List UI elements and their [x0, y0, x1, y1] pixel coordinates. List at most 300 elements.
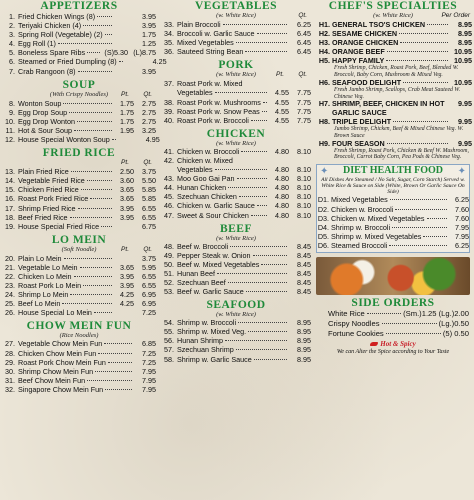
leader-dots	[239, 196, 267, 197]
item-name: ORANGE CHICKEN	[332, 38, 399, 48]
leader-dots	[367, 313, 401, 314]
item-number: D1.	[317, 195, 329, 205]
item-price: 7.75	[297, 97, 311, 107]
leader-dots	[238, 322, 287, 323]
item-price: 7.60	[455, 213, 469, 223]
item-price: 7.95	[455, 222, 469, 232]
item-number: 44.	[164, 183, 174, 193]
item-number: 9.	[9, 107, 15, 117]
item-price: 8.45	[297, 259, 311, 269]
leader-dots	[228, 282, 287, 283]
menu-item	[314, 20, 472, 29]
item-name: Egg Roll (1)	[18, 39, 56, 49]
item-number: 56.	[164, 336, 174, 346]
item-price: 7.60	[455, 204, 469, 214]
leader-dots	[225, 340, 287, 341]
lo-mein-subtitle: (Soft Noodle)	[61, 245, 97, 253]
item-name: Chicken w. Broccoli	[177, 146, 240, 156]
item-price: 9.95	[458, 117, 472, 126]
item-price: 8.45	[297, 287, 311, 297]
item-name: FOUR SEASON	[332, 138, 385, 148]
item-number: 12.	[5, 135, 15, 145]
column-right	[314, 0, 472, 500]
item-name: Sauteed String Bean	[177, 47, 244, 57]
item-price: (5) 0.50	[442, 328, 469, 338]
item-name: HAPPY FAMILY	[332, 56, 385, 66]
leader-dots	[230, 246, 287, 247]
item-price: 5.95	[142, 262, 156, 272]
item-name: Steamed Broccoli	[331, 240, 388, 250]
item-name: Sweet & Sour Chicken	[177, 210, 249, 220]
item-number: 41.	[164, 146, 174, 156]
item-number: 32.	[5, 384, 15, 394]
item-number: 29.	[5, 357, 15, 367]
menu-item	[2, 272, 156, 281]
menu-item	[2, 117, 156, 126]
item-price: 6.55	[142, 212, 156, 222]
item-number: 54.	[164, 318, 174, 328]
menu-item	[2, 194, 156, 203]
leader-dots	[119, 61, 123, 62]
item-price: 3.75	[142, 167, 156, 177]
menu-item	[314, 29, 472, 38]
leader-dots	[236, 349, 287, 350]
item-name: Plain Fried Rice	[18, 167, 69, 177]
menu-item	[317, 241, 469, 250]
item-number: H8.	[318, 117, 330, 126]
menu-item	[161, 29, 311, 38]
leader-dots	[257, 205, 267, 206]
item-price-small: 3.95	[120, 203, 134, 213]
beef-subtitle: (w. White Rice)	[216, 234, 256, 242]
item-number: 42.	[164, 155, 174, 165]
item-number: 10.	[5, 116, 15, 126]
item-number: 47.	[164, 210, 174, 220]
item-name: Hunan Chicken	[177, 183, 227, 193]
item-price: 7.75	[297, 106, 311, 116]
item-price-small: (S)5.30	[104, 48, 128, 58]
soup-list	[2, 98, 160, 145]
item-price-small: 4.25	[120, 290, 134, 300]
menu-item	[161, 38, 311, 47]
pint-label: Pt.	[121, 90, 129, 98]
menu-item	[161, 20, 311, 29]
leader-dots	[395, 209, 447, 210]
item-number: 16.	[5, 194, 15, 204]
item-price: (Sm.)1.25 (Lg.)2.00	[403, 308, 469, 318]
item-price: 6.95	[142, 299, 156, 309]
leader-dots	[87, 52, 100, 53]
menu-item	[317, 195, 469, 204]
item-number: 5.	[9, 48, 15, 58]
item-price: 4.95	[145, 135, 160, 145]
item-number: 14.	[5, 176, 15, 186]
chicken-title: CHICKEN	[206, 127, 266, 140]
leader-dots	[78, 208, 112, 209]
leader-dots	[95, 371, 132, 372]
item-name: Egg Drop Wonton	[18, 116, 76, 126]
item-name: Vegetables	[177, 88, 213, 98]
menu-item	[2, 185, 156, 194]
item-number: 26.	[5, 308, 15, 318]
item-price-small: 3.60	[120, 176, 134, 186]
menu-item	[2, 385, 156, 394]
menu-item	[161, 336, 311, 345]
item-name: Wonton Soup	[18, 98, 62, 108]
menu-item	[2, 290, 156, 299]
menu-item	[2, 358, 156, 367]
chefs-list	[314, 20, 472, 161]
menu-item	[161, 107, 311, 116]
item-price-small: 4.55	[275, 115, 289, 125]
item-price-small: 4.80	[275, 201, 289, 211]
leader-dots	[105, 34, 112, 35]
item-price: 9.95	[458, 138, 472, 148]
item-price-small: 4.25	[120, 299, 134, 309]
item-name: White Rice	[328, 308, 365, 318]
item-price: 7.95	[142, 375, 156, 385]
fried-rice-list	[2, 167, 156, 231]
item-number: 1.	[9, 12, 15, 21]
item-number: 11.	[5, 125, 15, 135]
item-name: Roast Pork w. Broccoli	[177, 115, 249, 125]
menu-item	[314, 117, 472, 126]
bird-icon: ✦	[457, 165, 466, 177]
item-price: 3.95	[142, 12, 156, 21]
item-name: Roast Pork w. Mixed	[177, 79, 243, 89]
item-price: 7.75	[297, 88, 311, 98]
item-name: Fortune Cookies	[328, 328, 384, 338]
item-price: 10.95	[454, 78, 472, 88]
menu-item	[161, 192, 311, 201]
leader-dots	[248, 331, 287, 332]
leader-dots	[217, 273, 287, 274]
side-orders-list	[314, 309, 472, 339]
menu-item	[161, 147, 311, 156]
menu-item	[161, 211, 311, 220]
leader-dots	[387, 143, 448, 144]
item-name: Teriyaki Chicken (4)	[18, 21, 82, 31]
menu-item	[2, 57, 167, 67]
item-price-small: 4.80	[275, 146, 289, 156]
pint-label: Pt.	[121, 159, 129, 167]
item-name: Crispy Noodles	[328, 318, 380, 328]
item-price-small: 2.50	[120, 167, 134, 177]
item-name: SHRIMP, BEEF, CHICKEN IN HOT GARLIC SAUCE	[332, 99, 445, 117]
leader-dots	[71, 171, 112, 172]
menu-item	[161, 287, 311, 296]
leader-dots	[98, 353, 132, 354]
leader-dots	[237, 178, 267, 179]
item-name: Chicken Lo Mein	[18, 271, 72, 281]
pork-subtitle: (w. White Rice)	[216, 71, 256, 79]
item-number: 7.	[9, 66, 15, 76]
menu-item	[317, 223, 469, 232]
leader-dots	[254, 359, 287, 360]
vegetables-title: VEGETABLES	[194, 0, 278, 12]
leader-dots	[215, 92, 267, 93]
leader-dots	[69, 112, 112, 113]
item-number: 19.	[5, 221, 15, 231]
menu-item	[161, 269, 311, 278]
item-price: 7.75	[297, 115, 311, 125]
spicy-note: We can Alter the Spice according to Your Taste	[336, 348, 450, 355]
item-price-small: 4.80	[275, 183, 289, 193]
leader-dots	[62, 303, 112, 304]
menu-item	[2, 99, 156, 108]
menu-item	[161, 183, 311, 192]
item-price-small: 4.80	[275, 174, 289, 184]
leader-dots	[74, 130, 112, 131]
spicy-legend	[314, 340, 472, 349]
item-name: SEAFOOD DELIGHT	[332, 78, 402, 88]
item-number: D3.	[317, 213, 329, 223]
leader-dots	[393, 121, 448, 122]
per-order-label: Per Order	[441, 12, 470, 19]
seafood-list	[161, 318, 311, 363]
item-price-small: 3.95	[120, 212, 134, 222]
menu-item	[2, 281, 156, 290]
item-price: 6.55	[142, 271, 156, 281]
item-price: 6.45	[297, 38, 311, 48]
item-price-small: 4.55	[275, 88, 289, 98]
item-name: Shrimp w. Mixed Vegetables	[331, 231, 422, 241]
item-price: 8.45	[297, 250, 311, 260]
soup-subtitle: (With Crispy Noodles)	[49, 90, 109, 98]
menu-item	[2, 167, 156, 176]
soup-title: SOUP	[62, 78, 96, 91]
menu-item	[2, 176, 156, 185]
quart-label: Qt.	[298, 71, 307, 79]
item-price-small: 4.55	[275, 97, 289, 107]
menu-item	[2, 39, 156, 48]
leader-dots	[105, 389, 132, 390]
item-number: 53.	[164, 287, 174, 297]
item-number: 48.	[164, 241, 174, 251]
item-number: 35.	[164, 38, 174, 48]
hot-spicy-label: Hot & Spicy	[380, 339, 416, 348]
item-name: Mixed Vegetables	[177, 38, 234, 48]
item-price-small: 4.80	[275, 165, 289, 175]
menu-item	[2, 48, 156, 57]
item-name: Plain Broccoli	[177, 20, 221, 29]
item-number: 30.	[5, 366, 15, 376]
item-name: Vegetable Chow Mein Fun	[18, 339, 103, 349]
menu-item	[161, 201, 311, 210]
item-number: 4.	[9, 39, 15, 49]
item-price: 7.95	[142, 384, 156, 394]
item-price: 3.75	[142, 253, 156, 263]
leader-dots	[58, 43, 112, 44]
item-number: H7.	[318, 99, 330, 109]
item-name: Moo Goo Gai Pan	[177, 174, 235, 184]
leader-dots	[78, 71, 112, 72]
item-price: 8.10	[297, 183, 311, 193]
item-price: 8.95	[297, 345, 311, 355]
menu-item	[2, 126, 156, 135]
item-price-small: 4.55	[275, 106, 289, 116]
leader-dots	[104, 343, 132, 344]
item-name: Shrimp Lo Mein	[18, 290, 69, 300]
item-price: 7.95	[142, 366, 156, 376]
item-price-small: 3.65	[120, 185, 134, 195]
item-price-small: 3.95	[120, 281, 134, 291]
menu-item	[161, 242, 311, 251]
leader-dots	[70, 294, 112, 295]
side-item	[314, 319, 472, 329]
pint-label: Pt.	[276, 71, 284, 79]
pint-label: Pt.	[121, 245, 129, 253]
item-name: House Special Lo Mein	[18, 308, 92, 318]
item-number: 20.	[5, 253, 15, 263]
menu-item	[2, 254, 156, 263]
item-number: 17.	[5, 203, 15, 213]
item-name: Fried Chicken Wings (8)	[18, 12, 96, 21]
seafood-subtitle: (w. White Rice)	[216, 311, 256, 319]
leader-dots	[427, 24, 448, 25]
item-name: Chicken Fried Rice	[18, 185, 79, 195]
leader-dots	[101, 226, 112, 227]
item-number: 28.	[5, 348, 15, 358]
side-item	[314, 309, 472, 319]
menu-item	[317, 205, 469, 214]
item-price-small: 3.65	[120, 194, 134, 204]
item-price-small: 4.80	[275, 210, 289, 220]
item-number: 2.	[9, 21, 15, 31]
item-price: 3.95	[142, 21, 156, 31]
item-name: Hot & Sour Soup	[18, 125, 72, 135]
leader-dots	[87, 180, 112, 181]
leader-dots	[390, 199, 447, 200]
menu-item	[314, 38, 472, 47]
menu-item	[161, 345, 311, 354]
item-price: 8.10	[297, 146, 311, 156]
menu-item	[161, 327, 311, 336]
item-name: Beef Lo Mein	[18, 299, 61, 309]
pepper-icon	[370, 342, 378, 346]
menu-item	[161, 165, 311, 174]
item-number: 21.	[5, 262, 15, 272]
item-number: 22.	[5, 271, 15, 281]
item-name: Beef w. Mixed Vegetables	[177, 259, 260, 269]
item-number: 6.	[9, 57, 15, 67]
chow-mein-fun-list	[2, 339, 156, 394]
item-price: 10.95	[454, 47, 472, 57]
menu-item	[314, 78, 472, 87]
item-name: Beef w. Broccoli	[177, 241, 229, 251]
leader-dots	[64, 258, 112, 259]
quart-label: Qt.	[143, 159, 152, 167]
diet-title: DIET HEALTH FOOD	[342, 164, 444, 176]
leader-dots	[83, 285, 112, 286]
item-price: 6.85	[142, 339, 156, 349]
item-name: Roast Pork Chow Mein Fun	[18, 357, 106, 367]
item-name: ORANGE BEEF	[332, 47, 385, 57]
item-name: Szechuan Chicken	[177, 192, 237, 202]
item-number: 52.	[164, 277, 174, 287]
menu-item	[2, 308, 156, 317]
item-price-small: 4.80	[275, 192, 289, 202]
item-description: Jumbo Shrimp, Chicken, Beef & Mixed Chinese Veg. W. Brown Sauce	[334, 126, 464, 139]
item-price: (L)8.75	[133, 48, 156, 58]
leader-dots	[403, 82, 448, 83]
item-price: 8.10	[297, 201, 311, 211]
item-number: 39.	[164, 106, 174, 116]
item-price: 8.10	[297, 165, 311, 175]
column-middle	[161, 0, 311, 500]
item-name: Chicken w. Mixed	[177, 155, 233, 165]
item-price: 6.45	[297, 29, 311, 39]
item-price: 8.45	[297, 277, 311, 287]
leader-dots	[97, 16, 112, 17]
menu-item	[161, 355, 311, 364]
item-number: 51.	[164, 268, 174, 278]
leader-dots	[386, 60, 448, 61]
leader-dots	[90, 198, 112, 199]
item-name: Singapore Chow Mein Fun	[18, 384, 104, 394]
item-description: Fresh Shrimp, Chicken, Roast Pork, Beef, Blended W. Broccoli, Baby Corn, Mushroom & Mixed Veg.	[334, 65, 459, 78]
menu-item	[314, 47, 472, 56]
diet-info: All Dishes Are Steamed / No Salt, Sugar, Corn Starch) Served w. White Rice & Sauce on Side (White, Brown Or Garlic Sauce On Side)	[321, 176, 465, 196]
menu-item	[161, 174, 311, 183]
leader-dots	[241, 151, 267, 152]
item-price: 8.95	[297, 354, 311, 364]
item-price: 1.75	[142, 30, 156, 40]
item-name: SESAME CHICKEN	[332, 29, 398, 39]
menu-item	[161, 318, 311, 327]
item-name: Chicken w. Garlic Sauce	[177, 201, 255, 211]
leader-dots	[223, 24, 287, 25]
item-number: 40.	[164, 115, 174, 125]
item-name: Shrimp Chow Mein Fun	[18, 366, 94, 376]
item-name: Vegetable Fried Rice	[18, 176, 85, 186]
menu-item	[2, 222, 156, 231]
item-price: 10.95	[454, 56, 472, 66]
item-price: 5.85	[142, 185, 156, 195]
side-item	[314, 329, 472, 339]
pork-list	[161, 79, 311, 124]
item-name: Chicken w. Mixed Vegetables	[331, 213, 425, 223]
item-number: 37.	[164, 79, 174, 89]
diet-health-food-box	[316, 164, 470, 253]
item-name: Szechuan Beef	[177, 277, 226, 287]
item-number: H9.	[318, 138, 330, 148]
menu-item	[161, 47, 311, 56]
item-price-small: 1.75	[120, 98, 134, 108]
leader-dots	[262, 111, 267, 112]
item-number: H4.	[318, 47, 330, 57]
item-name: Mixed Vegetables	[331, 195, 388, 205]
item-name: Shrimp w. Mixed Veg.	[177, 327, 247, 337]
item-description: Fresh Jumbo Shrimp, Scallops, Crab Meat Sauteed W. Chinese Veg.	[334, 87, 461, 100]
item-name: Roast Pork Lo Mein	[18, 281, 82, 291]
item-name: Crab Rangoon (8)	[18, 66, 76, 76]
leader-dots	[389, 245, 447, 246]
item-number: 27.	[5, 339, 15, 349]
leader-dots	[236, 42, 287, 43]
leader-dots	[257, 33, 288, 34]
item-price: 6.45	[297, 47, 311, 57]
item-name: Roast Pork Fried Rice	[18, 194, 89, 204]
menu-item	[317, 232, 469, 241]
side-orders-title: SIDE ORDERS	[351, 296, 435, 309]
beef-list	[161, 242, 311, 297]
menu-item	[314, 100, 472, 117]
item-price: 6.25	[455, 195, 469, 205]
item-price: 8.45	[297, 268, 311, 278]
chefs-subtitle: (w. White Rice)	[373, 12, 413, 19]
quart-label: Qt.	[298, 12, 307, 19]
